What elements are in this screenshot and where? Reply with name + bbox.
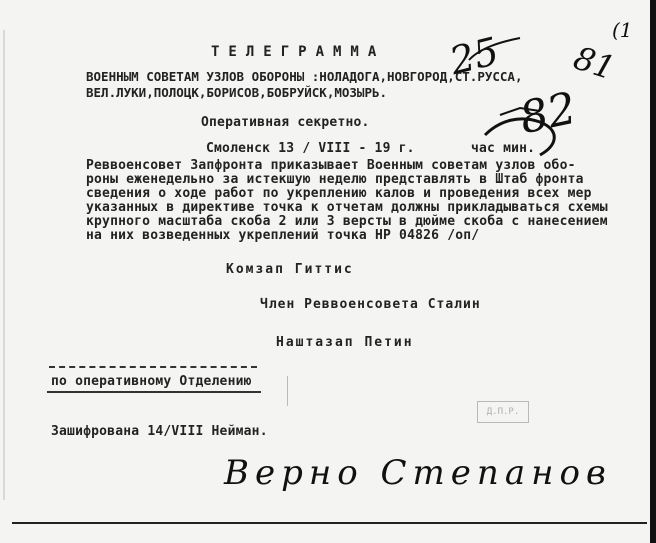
body-line-2: роны еженедельно за истекшую неделю представлять в Штаб фронта [86, 172, 584, 187]
faint-stamp: Д.П.Р. [477, 401, 529, 423]
department-note: по оперативному Отделению [51, 374, 252, 389]
handwritten-number-82: 82 [515, 82, 581, 145]
time-label: час мин. [471, 141, 536, 156]
body-line-3: сведения о ходе работ по укреплению калов и проведения всех мер [86, 186, 592, 201]
document-title: ТЕЛЕГРАММА [211, 44, 386, 60]
signature-member: Член Реввоенсовета Сталин [260, 297, 481, 312]
place-date: Смоленск 13 / VIII - 19 г. [206, 141, 415, 156]
handwritten-number-81: 81 [569, 38, 620, 88]
signature-komzap: Комзап Гиттис [226, 262, 354, 277]
signature-nashtazap: Наштазап Петин [276, 335, 414, 350]
ink-stroke-2 [500, 108, 540, 115]
body-line-4: указанных в директиве точка к отчетам должны прикладываться схемы [86, 200, 608, 215]
bottom-rule [12, 522, 647, 524]
handwritten-signature: Верно Степанов [224, 453, 612, 493]
body-line-6: на них возведенных укреплений точка НР 04826 /оп/ [86, 228, 480, 243]
decrypted-note: Зашифрована 14/VIII Нейман. [51, 424, 268, 439]
body-line-1: Реввоенсовет Запфронта приказывает Военным советам узлов обо- [86, 158, 576, 173]
address-line-1: ВОЕННЫМ СОВЕТАМ УЗЛОВ ОБОРОНЫ :НОЛАДОГА,НОВГОРОД,СТ.РУССА, [86, 69, 523, 84]
body-line-5: крупного масштаба скоба 2 или 3 версты в дюйме скоба с нанесением [86, 214, 608, 229]
handwritten-number-25: 25 [445, 28, 503, 84]
ink-stroke-1 [485, 119, 554, 155]
address-line-2: ВЕЛ.ЛУКИ,ПОЛОЦК,БОРИСОВ,БОБРУЙСК,МОЗЫРЬ. [86, 85, 388, 100]
ink-stroke-3 [469, 38, 520, 60]
classification: Оперативная секретно. [201, 115, 370, 130]
handwritten-page-number: (1 [612, 18, 633, 42]
